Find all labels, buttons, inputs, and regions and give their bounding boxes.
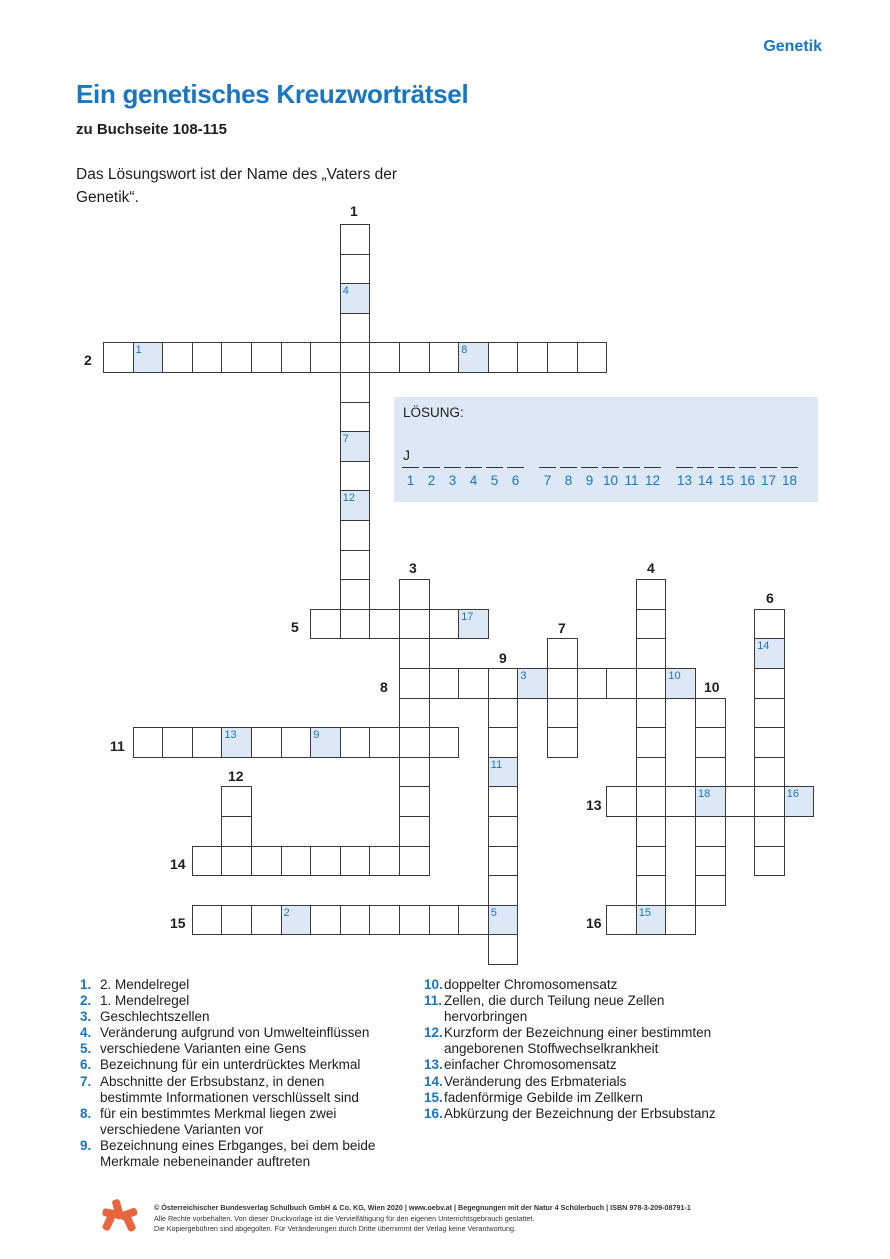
clue-text: fadenförmige Gebilde im Zellkern <box>444 1089 643 1105</box>
crossword-cell[interactable] <box>784 786 815 817</box>
clue-number: 7. <box>80 1073 92 1089</box>
solution-underline <box>560 467 577 468</box>
clue-item <box>424 1074 754 1090</box>
crossword-cell[interactable] <box>340 224 371 255</box>
solution-letter <box>718 447 736 465</box>
clue-item <box>424 1106 754 1122</box>
crossword-cell[interactable] <box>340 490 371 521</box>
clue-number: 10. <box>424 977 443 992</box>
clue-item <box>424 977 754 993</box>
crossword-cell[interactable] <box>399 786 430 817</box>
crossword-cell[interactable] <box>310 846 341 877</box>
crossword-cell[interactable] <box>488 846 519 877</box>
crossword-cell[interactable] <box>281 342 312 373</box>
footer-text <box>154 1203 691 1235</box>
across-clue-number: 11 <box>110 738 125 754</box>
clue-item <box>80 1106 410 1138</box>
crossword-cell[interactable] <box>340 431 371 462</box>
crossword-cell[interactable] <box>133 342 164 373</box>
crossword-cell[interactable] <box>399 757 430 788</box>
solution-box <box>394 397 818 502</box>
clue-item <box>80 1041 410 1057</box>
solution-number: 3 <box>520 670 527 682</box>
solution-index: 7 <box>543 473 552 488</box>
solution-letter: J <box>403 447 410 463</box>
clue-number: 6. <box>80 1057 92 1073</box>
crossword-cell[interactable] <box>399 638 430 669</box>
clue-text: Geschlechtszellen <box>100 1009 210 1025</box>
crossword-cell[interactable] <box>221 727 252 758</box>
page-subtitle: zu Buchseite 108-115 <box>76 121 227 138</box>
clue-number: 16. <box>424 1105 443 1121</box>
solution-underline <box>507 467 524 468</box>
clue-number: 5. <box>80 1041 92 1057</box>
crossword-cell[interactable] <box>636 786 667 817</box>
crossword-cell[interactable] <box>695 786 726 817</box>
crossword-cell[interactable] <box>754 668 785 699</box>
crossword-cell[interactable] <box>636 846 667 877</box>
clue-text: für ein bestimmtes Merkmal liegen zwei <box>100 1105 337 1121</box>
solution-letter <box>676 447 694 465</box>
crossword-cell[interactable] <box>162 727 193 758</box>
crossword-cell[interactable] <box>754 816 785 847</box>
clue-list-right <box>424 977 754 1122</box>
clue-text: Abkürzung der Bezeichnung der Erbsubstanz <box>444 1105 716 1121</box>
solution-letter <box>560 447 578 465</box>
crossword-cell[interactable] <box>340 905 371 936</box>
clue-text: Abschnitte der Erbsubstanz, in denen <box>100 1073 325 1089</box>
solution-index: 15 <box>718 473 735 488</box>
crossword-cell[interactable] <box>399 668 430 699</box>
clue-text: Veränderung des Erbmaterials <box>444 1073 627 1089</box>
crossword-cell[interactable] <box>665 668 696 699</box>
across-clue-number: 16 <box>586 915 602 931</box>
crossword-cell[interactable] <box>488 668 519 699</box>
solution-index: 17 <box>760 473 777 488</box>
solution-index: 2 <box>427 473 436 488</box>
clue-number: 12. <box>424 1025 443 1041</box>
down-clue-number: 7 <box>558 620 566 636</box>
crossword-cell[interactable] <box>458 609 489 640</box>
clue-item <box>424 993 754 1025</box>
footer-copyright: © Österreichischer Bundesverlag Schulbuch GmbH & Co. KG, Wien 2020 | www.oebv.at | Begegnungen mit der Natur 4 Schülerbuch | ISBN 978-3-209-08791-1 <box>154 1203 691 1212</box>
solution-number: 8 <box>461 344 468 357</box>
crossword-cell[interactable] <box>340 520 371 551</box>
solution-index: 3 <box>448 473 457 488</box>
clue-text: Bezeichnung eines Erbganges, bei dem beide <box>100 1137 376 1153</box>
solution-index: 5 <box>490 473 499 488</box>
solution-underline <box>718 467 735 468</box>
solution-index: 10 <box>602 473 619 488</box>
solution-underline <box>486 467 503 468</box>
across-clue-number: 2 <box>84 352 92 368</box>
solution-underline <box>602 467 619 468</box>
crossword-cell[interactable] <box>636 875 667 906</box>
solution-number: 13 <box>224 729 237 742</box>
solution-letter <box>623 447 641 465</box>
clue-number: 13. <box>424 1057 443 1073</box>
crossword-cell[interactable] <box>340 461 371 492</box>
solution-underline <box>739 467 756 468</box>
solution-underline <box>444 467 461 468</box>
solution-letter <box>644 447 662 465</box>
crossword-cell[interactable] <box>399 579 430 610</box>
crossword-cell[interactable] <box>458 342 489 373</box>
solution-number: 5 <box>490 906 497 919</box>
crossword-cell[interactable] <box>488 727 519 758</box>
solution-number: 12 <box>342 492 356 505</box>
crossword-cell[interactable] <box>754 757 785 788</box>
crossword-cell[interactable] <box>133 727 164 758</box>
clue-item <box>424 1090 754 1106</box>
crossword-cell[interactable] <box>547 698 578 729</box>
solution-letter <box>581 447 599 465</box>
crossword-cell[interactable] <box>310 342 341 373</box>
crossword-cell[interactable] <box>636 638 667 669</box>
clue-number: 9. <box>80 1137 92 1153</box>
solution-number: 14 <box>757 640 770 653</box>
solution-underline <box>539 467 556 468</box>
crossword-cell[interactable] <box>458 668 489 699</box>
crossword-cell[interactable] <box>458 905 489 936</box>
clue-item <box>80 1057 410 1073</box>
crossword-cell[interactable] <box>340 402 371 433</box>
crossword-cell[interactable] <box>399 698 430 729</box>
clue-item <box>80 1025 410 1041</box>
clue-text-continued: angeborenen Stoffwechselkrankheit <box>444 1041 659 1057</box>
crossword-cell[interactable] <box>340 550 371 581</box>
crossword-cell[interactable] <box>547 727 578 758</box>
clue-number: 11. <box>424 993 443 1009</box>
crossword-cell[interactable] <box>488 875 519 906</box>
clue-item <box>80 1009 410 1025</box>
down-clue-number: 1 <box>350 203 358 219</box>
crossword-cell[interactable] <box>488 757 519 788</box>
crossword-cell[interactable] <box>636 668 667 699</box>
solution-number: 10 <box>668 670 681 682</box>
crossword-cell[interactable] <box>606 905 637 936</box>
solution-index: 16 <box>739 473 756 488</box>
crossword-cell[interactable] <box>429 668 460 699</box>
crossword-cell[interactable] <box>281 846 312 877</box>
crossword-cell[interactable] <box>369 905 400 936</box>
crossword-cell[interactable] <box>369 727 400 758</box>
crossword-cell[interactable] <box>251 342 282 373</box>
solution-index: 18 <box>781 473 798 488</box>
crossword-cell[interactable] <box>695 698 726 729</box>
crossword-cell[interactable] <box>340 313 371 344</box>
solution-letter <box>486 447 504 465</box>
clue-text-continued: verschiedene Varianten vor <box>100 1121 264 1137</box>
crossword-cell[interactable] <box>192 342 223 373</box>
clue-number: 14. <box>424 1073 443 1089</box>
crossword-cell[interactable] <box>310 609 341 640</box>
crossword-cell[interactable] <box>399 846 430 877</box>
clue-text: Zellen, die durch Teilung neue Zellen <box>444 993 665 1009</box>
solution-number: 17 <box>461 610 474 623</box>
solution-index: 1 <box>406 473 415 488</box>
crossword-cell[interactable] <box>547 668 578 699</box>
crossword-cell[interactable] <box>221 786 252 817</box>
solution-underline <box>697 467 714 468</box>
clue-text-continued: Merkmale nebeneinander auftreten <box>100 1154 311 1170</box>
crossword-cell[interactable] <box>103 342 134 373</box>
clue-item <box>80 1138 410 1170</box>
solution-index: 12 <box>644 473 661 488</box>
crossword-cell[interactable] <box>340 283 371 314</box>
solution-index: 9 <box>585 473 594 488</box>
solution-letter <box>423 447 441 465</box>
intro-text: Das Lösungswort ist der Name des „Vaters der Genetik“. <box>76 166 398 206</box>
across-clue-number: 14 <box>170 856 186 872</box>
crossword-cell[interactable] <box>695 727 726 758</box>
solution-underline <box>402 467 419 468</box>
crossword-cell[interactable] <box>488 905 519 936</box>
clue-item <box>424 1025 754 1057</box>
across-clue-number: 13 <box>586 797 602 813</box>
clue-text-continued: bestimmte Informationen verschlüsselt sind <box>100 1089 359 1105</box>
solution-underline <box>623 467 640 468</box>
clue-item <box>80 977 410 993</box>
clue-list-left <box>80 977 410 1170</box>
clue-number: 15. <box>424 1089 443 1105</box>
crossword-cell[interactable] <box>488 786 519 817</box>
solution-index: 13 <box>676 473 693 488</box>
down-clue-number: 9 <box>499 650 507 666</box>
clue-number: 2. <box>80 993 92 1009</box>
crossword-cell[interactable] <box>636 579 667 610</box>
crossword-cell[interactable] <box>517 668 548 699</box>
clue-number: 4. <box>80 1025 92 1041</box>
crossword-cell[interactable] <box>636 698 667 729</box>
crossword-cell[interactable] <box>577 668 608 699</box>
crossword-cell[interactable] <box>429 905 460 936</box>
down-clue-number: 6 <box>766 590 774 606</box>
solution-title: LÖSUNG: <box>403 405 464 420</box>
crossword-cell[interactable] <box>636 816 667 847</box>
solution-number: 18 <box>698 788 711 801</box>
crossword-cell[interactable] <box>310 727 341 758</box>
down-clue-number: 3 <box>409 560 417 576</box>
crossword-cell[interactable] <box>340 579 371 610</box>
down-clue-number: 4 <box>647 560 655 576</box>
crossword-cell[interactable] <box>725 786 756 817</box>
solution-index: 6 <box>511 473 520 488</box>
solution-number: 1 <box>135 344 142 357</box>
clue-text: Kurzform der Bezeichnung einer bestimmten <box>444 1025 712 1041</box>
crossword-cell[interactable] <box>488 816 519 847</box>
crossword-cell[interactable] <box>695 875 726 906</box>
publisher-logo <box>100 1197 140 1237</box>
crossword-cell[interactable] <box>340 342 371 373</box>
clue-number: 3. <box>80 1009 92 1025</box>
clue-item <box>424 1057 754 1073</box>
clue-item <box>80 1074 410 1106</box>
crossword-cell[interactable] <box>340 254 371 285</box>
solution-number: 11 <box>490 758 503 771</box>
clue-item <box>80 993 410 1009</box>
solution-underline <box>581 467 598 468</box>
clue-text: 1. Mendelregel <box>100 993 190 1009</box>
solution-letter <box>739 447 757 465</box>
clue-number: 1. <box>80 977 92 992</box>
crossword-cell[interactable] <box>221 342 252 373</box>
solution-letter <box>539 447 557 465</box>
crossword-cell[interactable] <box>695 846 726 877</box>
solution-letter <box>760 447 778 465</box>
solution-letter <box>697 447 715 465</box>
crossword-cell[interactable] <box>221 846 252 877</box>
crossword-cell[interactable] <box>340 372 371 403</box>
solution-underline <box>465 467 482 468</box>
solution-letter <box>781 447 799 465</box>
across-clue-number: 8 <box>380 679 388 695</box>
page-title: Ein genetisches Kreuzworträtsel <box>76 79 469 109</box>
crossword-cell[interactable] <box>488 934 519 965</box>
crossword-cell[interactable] <box>488 342 519 373</box>
solution-letter <box>444 447 462 465</box>
crossword-cell[interactable] <box>754 727 785 758</box>
solution-underline <box>676 467 693 468</box>
clue-number: 8. <box>80 1105 92 1121</box>
solution-underline <box>781 467 798 468</box>
crossword-cell[interactable] <box>281 727 312 758</box>
crossword-cell[interactable] <box>547 342 578 373</box>
crossword-cell[interactable] <box>488 698 519 729</box>
crossword-cell[interactable] <box>162 342 193 373</box>
crossword-cell[interactable] <box>754 698 785 729</box>
solution-underline <box>760 467 777 468</box>
crossword-cell[interactable] <box>665 905 696 936</box>
solution-number: 7 <box>342 433 349 446</box>
crossword-cell[interactable] <box>399 816 430 847</box>
clue-text: verschiedene Varianten eine Gens <box>100 1041 307 1057</box>
across-clue-number: 15 <box>170 915 186 931</box>
solution-number: 15 <box>638 906 652 919</box>
crossword-cell[interactable] <box>251 905 282 936</box>
solution-number: 9 <box>313 729 320 742</box>
solution-underline <box>423 467 440 468</box>
solution-index: 11 <box>624 473 639 488</box>
clue-text: 2. Mendelregel <box>100 977 190 992</box>
crossword-cell[interactable] <box>399 905 430 936</box>
crossword-cell[interactable] <box>754 638 785 669</box>
crossword-cell[interactable] <box>340 846 371 877</box>
crossword-cell[interactable] <box>251 846 282 877</box>
clue-text: Bezeichnung für ein unterdrücktes Merkmal <box>100 1057 361 1073</box>
crossword-cell[interactable] <box>340 727 371 758</box>
crossword-cell[interactable] <box>636 727 667 758</box>
solution-index: 8 <box>564 473 573 488</box>
crossword-cell[interactable] <box>429 727 460 758</box>
crossword-cell[interactable] <box>754 846 785 877</box>
crossword-cell[interactable] <box>221 905 252 936</box>
crossword-cell[interactable] <box>369 609 400 640</box>
crossword-cell[interactable] <box>281 905 312 936</box>
solution-number: 2 <box>283 906 290 919</box>
clue-text-continued: hervorbringen <box>444 1009 528 1025</box>
down-clue-number: 10 <box>704 679 720 695</box>
across-clue-number: 5 <box>291 619 299 635</box>
down-clue-number: 12 <box>228 768 244 784</box>
clue-text: einfacher Chromosomensatz <box>444 1057 617 1073</box>
crossword-cell[interactable] <box>636 905 667 936</box>
solution-index: 4 <box>469 473 478 488</box>
crossword-cell[interactable] <box>369 342 400 373</box>
crossword-cell[interactable] <box>192 727 223 758</box>
clue-text: doppelter Chromosomensatz <box>444 977 618 992</box>
crossword-cell[interactable] <box>399 609 430 640</box>
crossword-cell[interactable] <box>192 846 223 877</box>
solution-number: 4 <box>342 285 349 298</box>
crossword-cell[interactable] <box>221 816 252 847</box>
crossword-cell[interactable] <box>695 757 726 788</box>
solution-letter <box>602 447 620 465</box>
crossword-cell[interactable] <box>547 638 578 669</box>
crossword-cell[interactable] <box>517 342 548 373</box>
crossword-cell[interactable] <box>399 727 430 758</box>
crossword-cell[interactable] <box>369 846 400 877</box>
solution-letter <box>507 447 525 465</box>
solution-underline <box>644 467 661 468</box>
solution-index: 14 <box>697 473 714 488</box>
crossword-cell[interactable] <box>695 816 726 847</box>
crossword-cell[interactable] <box>577 342 608 373</box>
crossword-cell[interactable] <box>665 786 696 817</box>
crossword-cell[interactable] <box>429 342 460 373</box>
crossword-cell[interactable] <box>429 609 460 640</box>
crossword-cell[interactable] <box>636 609 667 640</box>
crossword-cell[interactable] <box>310 905 341 936</box>
crossword-cell[interactable] <box>754 609 785 640</box>
footer-fees: Die Kopiergebühren sind abgegolten. Für Veränderungen durch Dritte übernimmt der Verlag keine Verantwortung. <box>154 1224 516 1233</box>
crossword-cell[interactable] <box>606 786 637 817</box>
crossword-cell[interactable] <box>192 905 223 936</box>
solution-letter <box>465 447 483 465</box>
crossword-cell[interactable] <box>251 727 282 758</box>
clue-text: Veränderung aufgrund von Umwelteinflüssen <box>100 1025 370 1041</box>
crossword-cell[interactable] <box>340 609 371 640</box>
section-label: Genetik <box>763 38 822 55</box>
footer-rights: Alle Rechte vorbehalten. Von dieser Druckvorlage ist die Vervielfältigung für den eigenen Unterrichtsgebrauch gestattet. <box>154 1213 535 1223</box>
solution-number: 16 <box>786 788 800 801</box>
crossword-cell[interactable] <box>636 757 667 788</box>
crossword-cell[interactable] <box>606 668 637 699</box>
crossword-cell[interactable] <box>754 786 785 817</box>
crossword-cell[interactable] <box>399 342 430 373</box>
